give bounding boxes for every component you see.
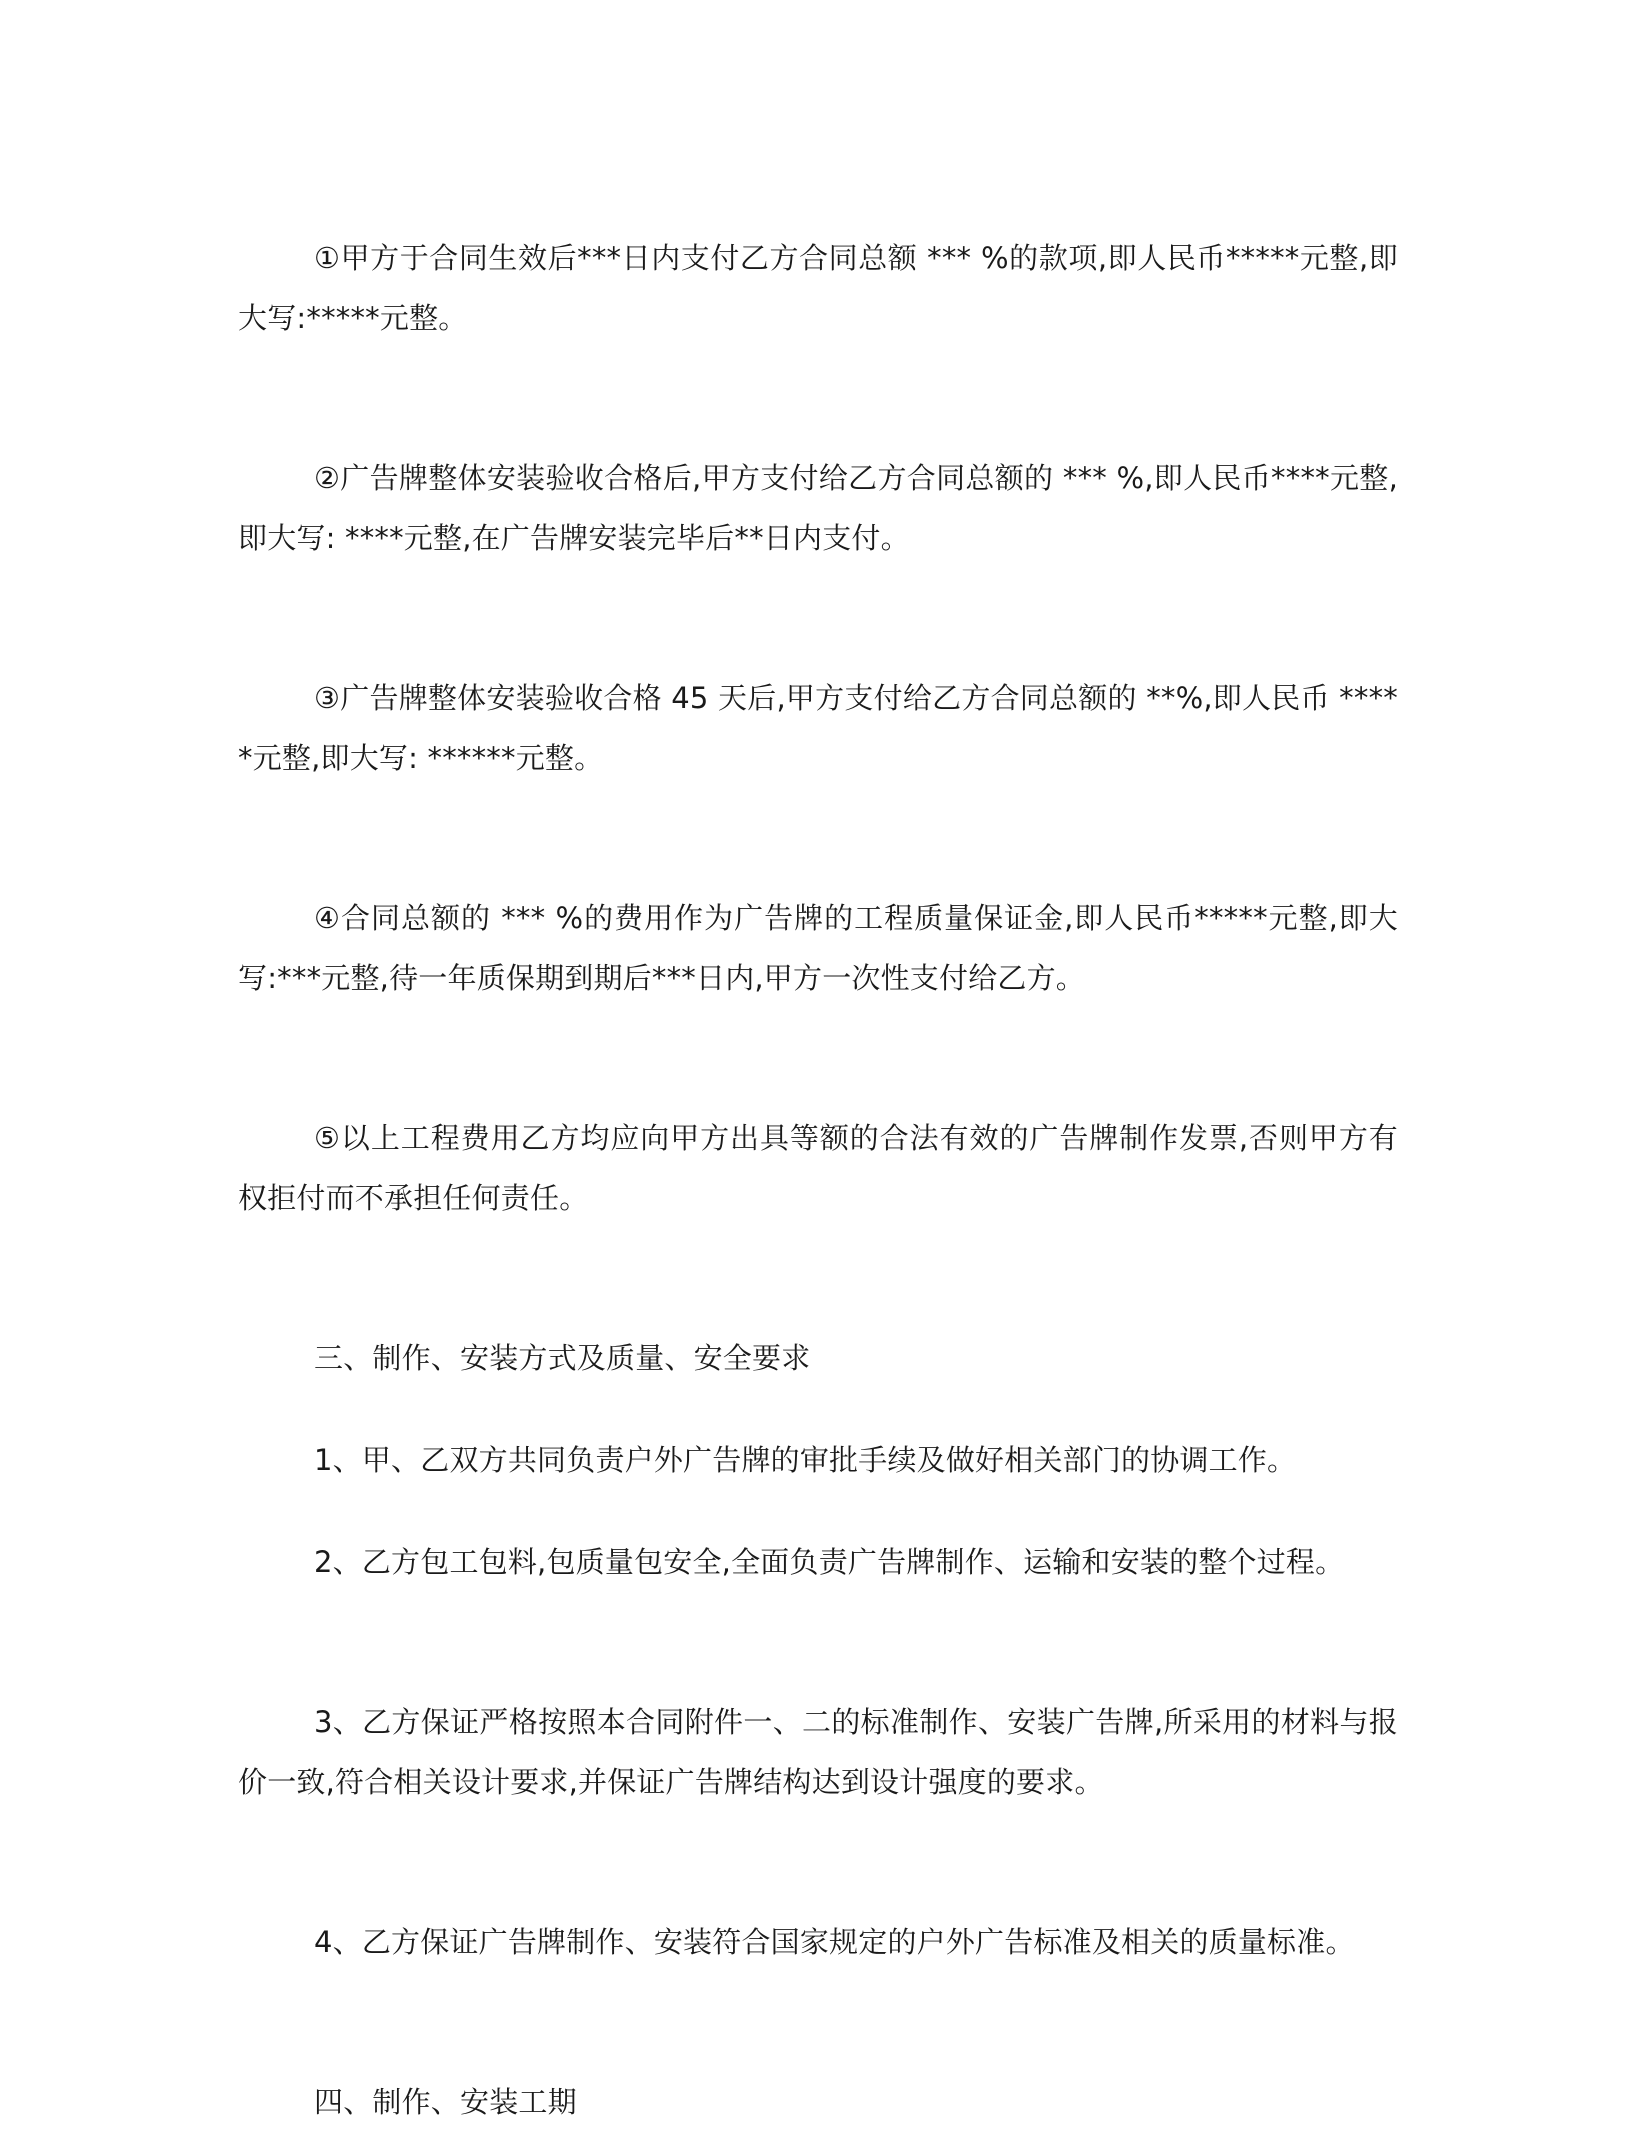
document-body xyxy=(238,228,1398,2132)
section-3-item-4: 4、乙方保证广告牌制作、安装符合国家规定的户外广告标准及相关的质量标准。 xyxy=(314,1925,1355,1959)
section-heading-4: 四、制作、安装工期 xyxy=(314,2085,577,2119)
payment-clause-2: ②广告牌整体安装验收合格后,甲方支付给乙方合同总额的 *** %,即人民币****元整,即大写: ****元整,在广告牌安装完毕后**日内支付。 xyxy=(238,461,1398,555)
payment-clause-3: ③广告牌整体安装验收合格 45 天后,甲方支付给乙方合同总额的 **%,即人民币 *****元整,即大写: ******元整。 xyxy=(238,681,1398,775)
section-3-item-1: 1、甲、乙双方共同负责户外广告牌的审批手续及做好相关部门的协调工作。 xyxy=(314,1443,1297,1477)
payment-clause-5: ⑤以上工程费用乙方均应向甲方出具等额的合法有效的广告牌制作发票,否则甲方有权拒付而不承担任何责任。 xyxy=(238,1121,1398,1215)
payment-clause-1: ①甲方于合同生效后***日内支付乙方合同总额 *** %的款项,即人民币*****元整,即大写:*****元整。 xyxy=(238,241,1398,335)
section-heading-3: 三、制作、安装方式及质量、安全要求 xyxy=(314,1341,811,1375)
payment-clause-4: ④合同总额的 *** %的费用作为广告牌的工程质量保证金,即人民币*****元整,即大写:***元整,待一年质保期到期后***日内,甲方一次性支付给乙方。 xyxy=(238,901,1398,995)
section-3-item-3: 3、乙方保证严格按照本合同附件一、二的标准制作、安装广告牌,所采用的材料与报价一致,符合相关设计要求,并保证广告牌结构达到设计强度的要求。 xyxy=(238,1705,1398,1799)
section-3-item-2: 2、乙方包工包料,包质量包安全,全面负责广告牌制作、运输和安装的整个过程。 xyxy=(314,1545,1345,1579)
